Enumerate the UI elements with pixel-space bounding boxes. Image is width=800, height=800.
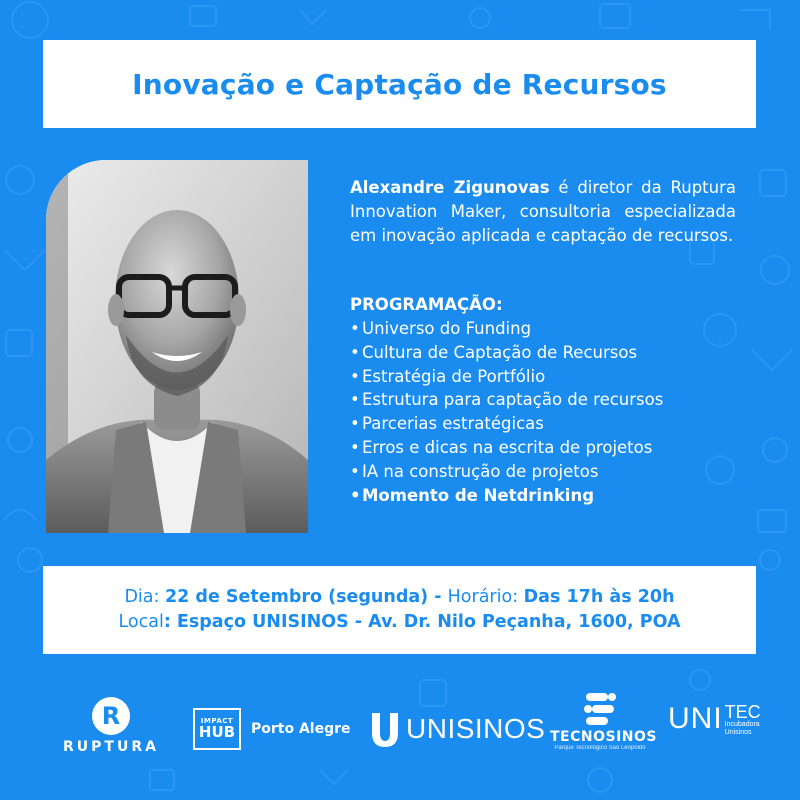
bullet-icon: • [350,461,360,481]
impact-hub-logo [193,705,351,753]
place-value: : Espaço UNISINOS - Av. Dr. Nilo Peçanha, 1600, POA [163,612,681,632]
unisinos-name: UNISINOS [406,713,546,744]
impact-hub-city: Porto Alegre [251,721,351,737]
program-heading: PROGRAMAÇÃO: [350,295,503,314]
unisinos-mark-icon [368,709,402,749]
program-item [350,460,750,484]
bullet-icon: • [350,390,360,410]
program-item-label: IA na construção de projetos [362,461,599,481]
impact-hub-main: HUB [198,723,236,741]
unitec-sub-2: Unisinos [724,729,752,736]
program-item [350,341,750,365]
bullet-icon: • [350,414,360,434]
date-label: Dia: [124,587,165,607]
ruptura-mark-icon: R [92,697,130,735]
date-value: 22 de Setembro (segunda) - [164,587,448,607]
program-item [350,436,750,460]
program-item [350,317,750,341]
event-date-line [124,585,674,610]
program-item [350,388,750,412]
program-item-label: Parcerias estratégicas [362,414,544,434]
speaker-portrait-image [46,160,308,533]
impact-hub-top: IMPACT [200,717,234,725]
bullet-icon: • [350,485,361,505]
partner-logos [0,685,800,765]
speaker-bio [350,176,736,248]
program-list [350,317,750,507]
speaker-name: Alexandre Zigunovas [350,178,550,197]
unisinos-logo [368,705,545,753]
unitec-sup: TEC [724,702,761,722]
impact-hub-mark [193,708,241,750]
ruptura-name: RUPTURA [63,739,159,755]
bullet-icon: • [350,319,360,338]
ruptura-logo [56,697,166,757]
place-label: Local [118,612,164,632]
unitec-main: UNI [668,702,723,735]
program-item [350,365,750,389]
bullet-icon: • [350,366,360,386]
program-item-label: Momento de Netdrinking [362,485,595,505]
bullet-icon: • [350,437,360,457]
program-item-label: Erros e dicas na escrita de projetos [362,437,653,457]
tecnosinos-mark-icon [580,689,620,729]
speaker-description: é diretor da Ruptura Innovation Maker, consultoria especializada em inovação aplicada e captação de recursos. [350,178,736,245]
program-item-label: Estrutura para captação de recursos [362,390,664,410]
unitec-logo [668,703,761,753]
time-label: Horário: [447,587,524,607]
time-value: Das 17h às 20h [523,587,675,607]
unitec-side [725,703,761,737]
program-item-label: Cultura de Captação de Recursos [362,342,638,362]
event-info-banner [43,566,756,654]
bullet-icon: • [350,342,360,362]
program-item-label: Estratégia de Portfólio [362,366,546,386]
program-item [350,412,750,436]
page-title: Inovação e Captação de Recursos [132,67,667,101]
event-location-line [118,610,680,635]
tecnosinos-name: TECNOSINOS [550,729,657,745]
program-item-label: Universo do Funding [362,319,532,338]
tecnosinos-logo [550,689,657,751]
title-banner [43,40,756,128]
tecnosinos-tagline: Parque Tecnológico São Leopoldo [554,745,646,751]
program-item-highlight [350,484,750,508]
unitec-sub-1: Incubadora [724,721,760,728]
speaker-photo [46,160,308,533]
program-section [350,293,750,507]
